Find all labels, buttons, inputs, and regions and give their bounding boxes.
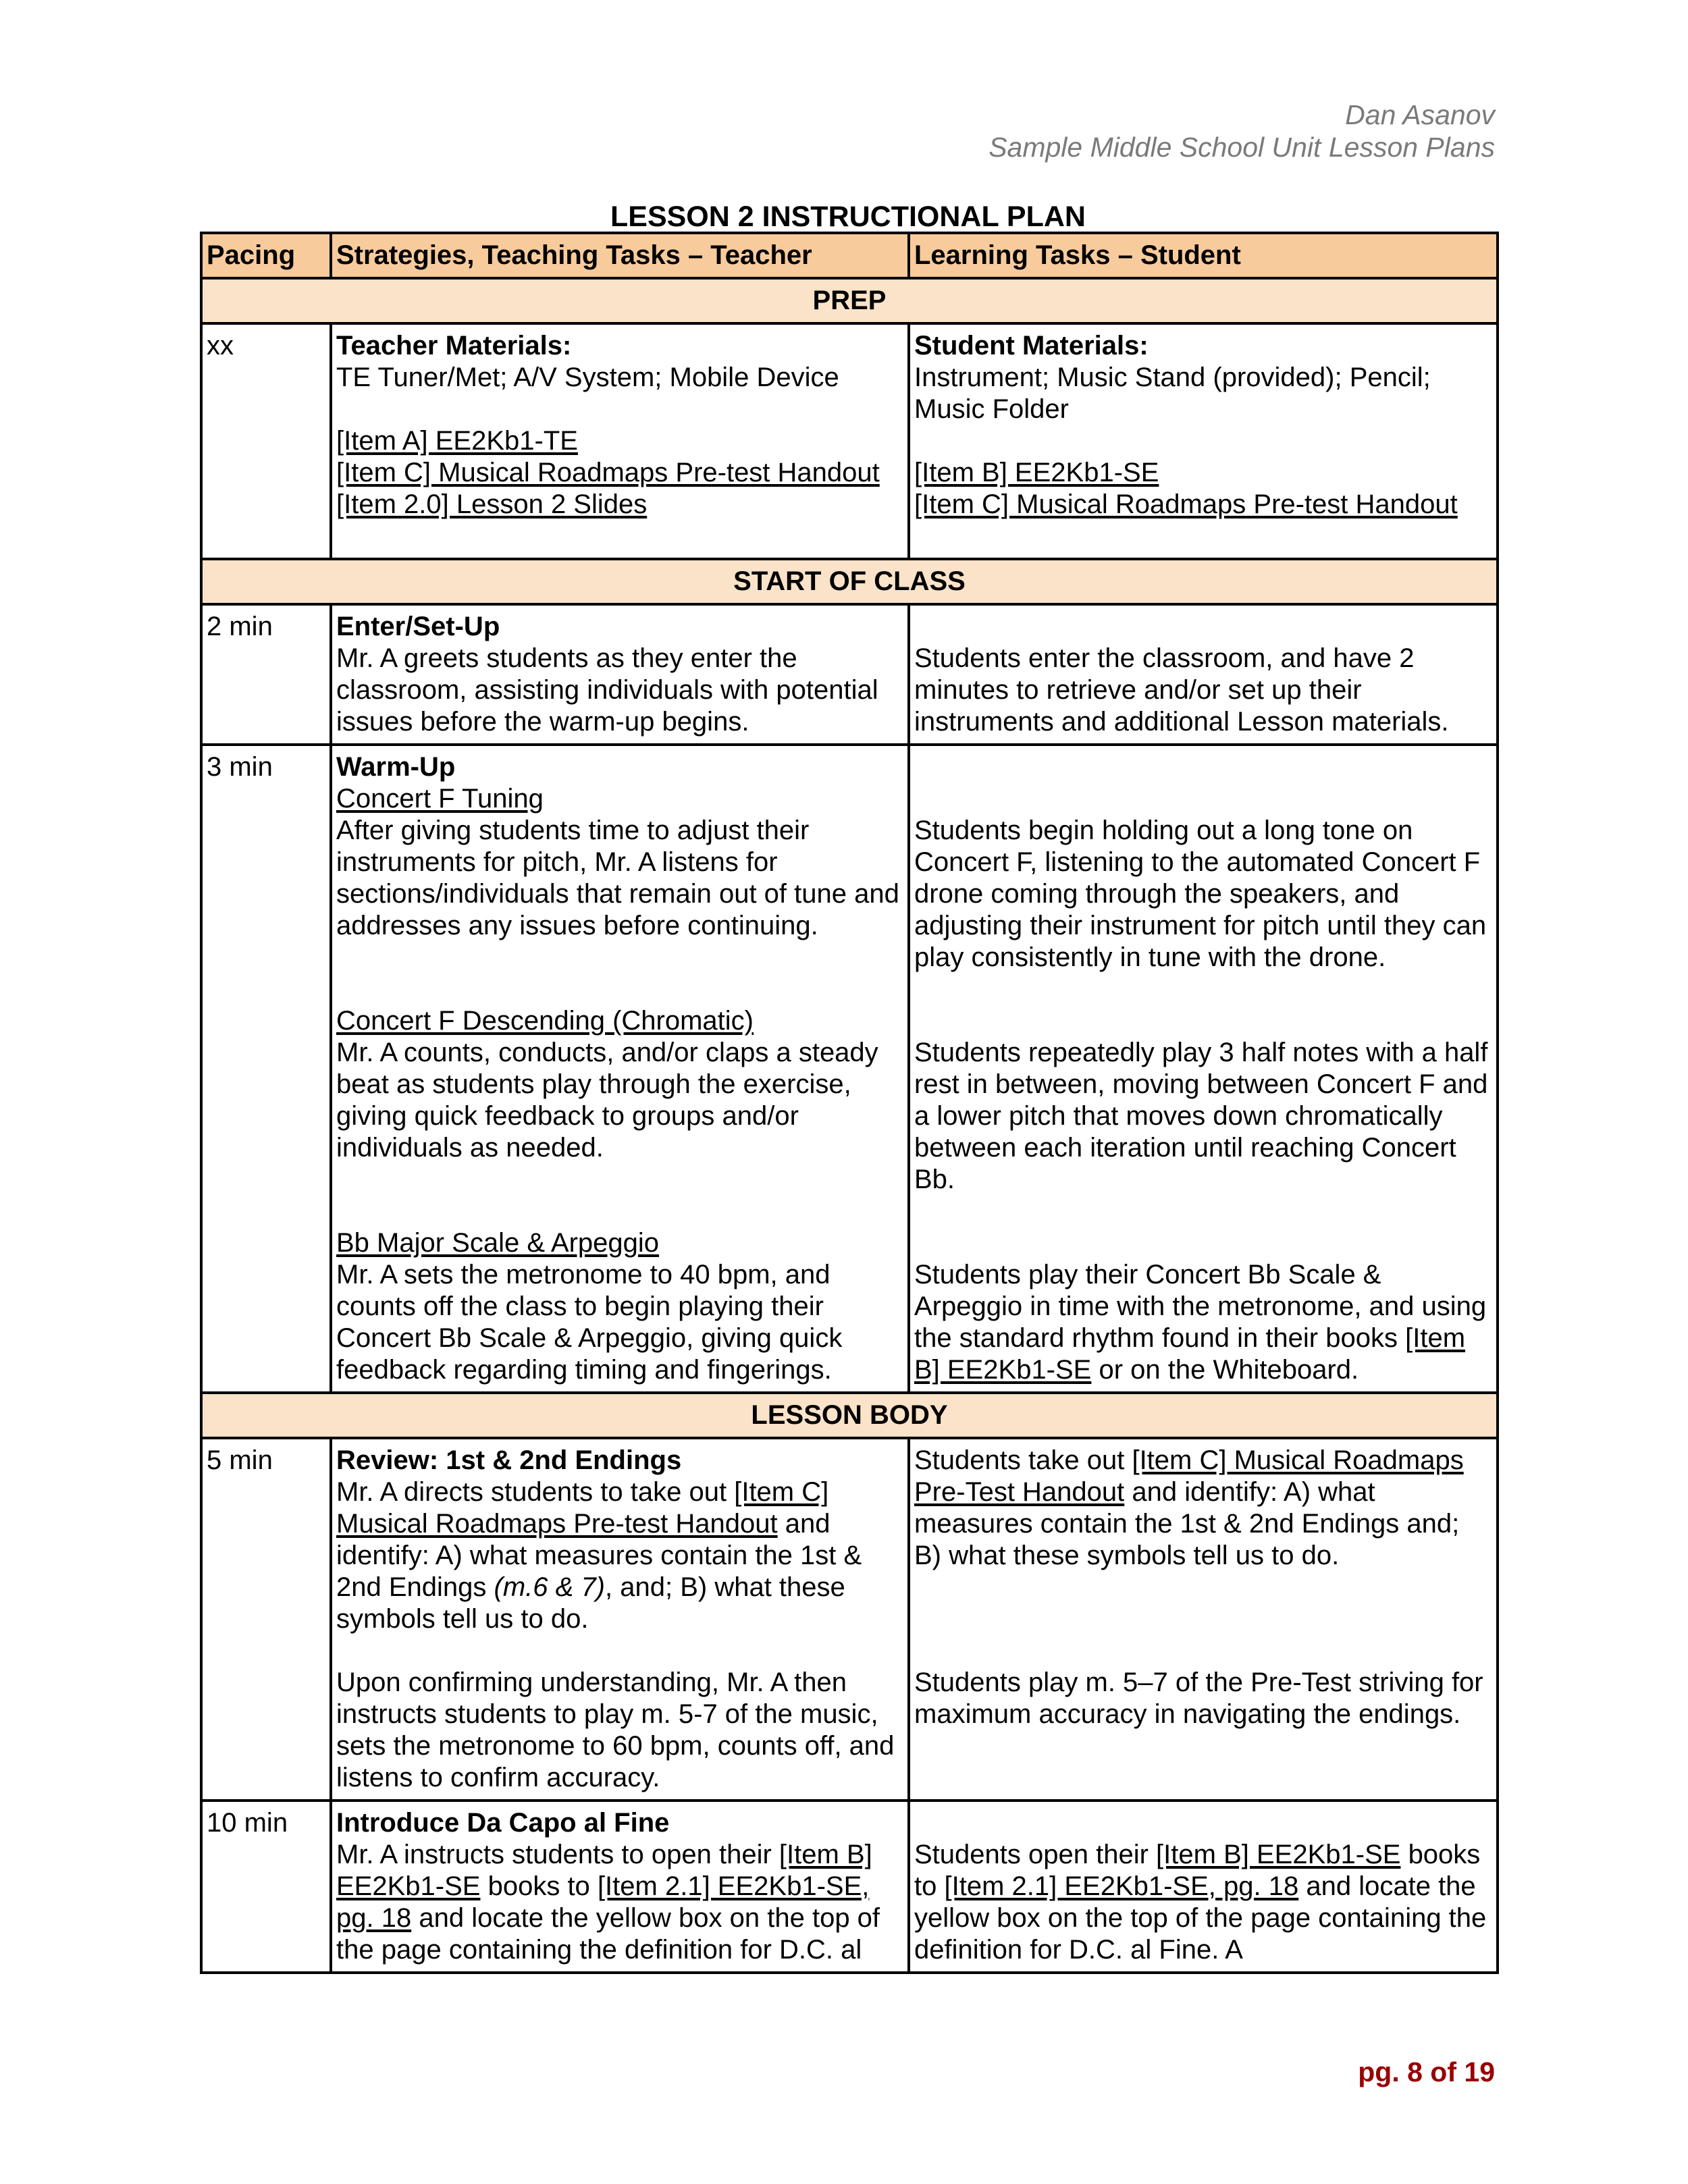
link-item-c[interactable]: [Item C] Musical Roadmaps Pre-test Handout [914,489,1458,519]
student-text: Students take out [Item C] Musical Roadmaps Pre-Test Handout and identify: A) what measures contain the 1st & 2nd Endings and; B) what these symbols tell us to do. [914,1445,1464,1570]
pacing-cell: xx [201,323,331,559]
student-materials-text: Instrument; Music Stand (provided); Pencil; Music Folder [914,363,1431,424]
student-text: Students play their Concert Bb Scale & Arpeggio in time with the metronome, and using the standard rhythm found in their books [Item B] EE2Kb1-SE or on the Whiteboard. [914,1260,1487,1385]
subheading-scale: Bb Major Scale & Arpeggio [336,1228,660,1258]
student-text: Students repeatedly play 3 half notes with a half rest in between, moving between Concert F and a lower pitch that moves down chromatically between each iteration until reaching Concert Bb. [914,1038,1488,1194]
link-item-c[interactable]: [Item C] Musical Roadmaps Pre-test Handout [336,458,880,487]
teacher-text: Mr. A instructs students to open their [Item B] EE2Kb1-SE books to [Item 2.1] EE2Kb1-SE, pg. 18 and locate the yellow box on the top of the page containing the definition for D.C. al [336,1840,880,1965]
pacing-cell: 5 min [201,1438,331,1801]
teacher-cell [331,323,909,559]
student-cell [909,1438,1498,1801]
section-label: PREP [201,278,1498,323]
student-text: Students play m. 5–7 of the Pre-Test striving for maximum accuracy in navigating the endings. [914,1668,1483,1729]
lesson-plan-table [200,232,1499,1974]
link-item-b[interactable]: [Item B] EE2Kb1-SE [1156,1840,1401,1869]
document-title: Sample Middle School Unit Lesson Plans [988,132,1495,163]
activity-heading: Review: 1st & 2nd Endings [336,1445,682,1475]
teacher-materials-text: TE Tuner/Met; A/V System; Mobile Device [336,363,839,392]
activity-heading: Introduce Da Capo al Fine [336,1808,670,1838]
link-item-a[interactable]: [Item A] EE2Kb1-TE [336,426,578,456]
student-text: Students enter the classroom, and have 2 minutes to retrieve and/or set up their instruments and additional Lesson materials. [914,643,1449,737]
teacher-text: Mr. A greets students as they enter the classroom, assisting individuals with potential issues before the warm-up begins. [336,643,878,737]
subheading-tuning: Concert F Tuning [336,784,544,814]
link-item-2-1[interactable]: [Item 2.1] EE2Kb1-SE, pg. 18 [944,1871,1299,1901]
link-item-b[interactable]: [Item B] EE2Kb1-SE [914,458,1159,487]
running-header [988,99,1495,163]
teacher-cell [331,604,909,745]
column-header-student: Learning Tasks – Student [909,233,1498,278]
activity-heading: Warm-Up [336,752,456,782]
teacher-text: Mr. A directs students to take out [Item C] Musical Roadmaps Pre-test Handout and identify: A) what measures contain the 1st & 2nd Endings (m.6 & 7), and; B) what these symbols tell us to do. [336,1477,862,1634]
table-header-row [201,233,1498,278]
section-label: LESSON BODY [201,1393,1498,1438]
student-cell [909,1801,1498,1973]
teacher-text: Mr. A sets the metronome to 40 bpm, and counts off the class to begin playing their Concert Bb Scale & Arpeggio, giving quick feedback regarding timing and fingerings. [336,1260,843,1385]
link-item-b[interactable]: [Item B] EE2Kb1-SE [336,1840,872,1901]
teacher-cell [331,1438,909,1801]
link-item-b[interactable]: [Item B] EE2Kb1-SE [914,1323,1466,1385]
section-prep [201,278,1498,323]
student-cell [909,323,1498,559]
student-text: Students begin holding out a long tone on Concert F, listening to the automated Concert F drone coming through the speakers, and adjusting their instrument for pitch until they can play consistently in tune with the drone. [914,816,1487,972]
teacher-cell [331,1801,909,1973]
plan-title: LESSON 2 INSTRUCTIONAL PLAN [610,201,1086,233]
student-cell [909,604,1498,745]
student-materials-heading: Student Materials: [914,331,1149,361]
teacher-text: Upon confirming understanding, Mr. A then instructs students to play m. 5-7 of the music, sets the metronome to 60 bpm, counts off, and listens to confirm accuracy. [336,1668,895,1792]
subheading-descending: Concert F Descending (Chromatic) [336,1006,754,1036]
section-label: START OF CLASS [201,559,1498,604]
link-item-c[interactable]: [Item C] Musical Roadmaps Pre-Test Handout [914,1445,1464,1507]
student-cell [909,745,1498,1393]
section-start-of-class [201,559,1498,604]
link-item-c[interactable]: [Item C] Musical Roadmaps Pre-test Handout [336,1477,829,1539]
column-header-pacing: Pacing [201,233,331,278]
table-row-prep [201,323,1498,559]
teacher-text: Mr. A counts, conducts, and/or claps a steady beat as students play through the exercise, giving quick feedback to groups and/or individuals as needed. [336,1038,878,1163]
pacing-cell: 2 min [201,604,331,745]
author-name: Dan Asanov [1345,99,1495,130]
teacher-cell [331,745,909,1393]
page-number: pg. 8 of 19 [1358,2056,1495,2087]
teacher-text: After giving students time to adjust their instruments for pitch, Mr. A listens for sections/individuals that remain out of tune and addresses any issues before continuing. [336,816,899,940]
activity-heading: Enter/Set-Up [336,612,500,641]
teacher-materials-heading: Teacher Materials: [336,331,572,361]
table-row-dacapo [201,1801,1498,1973]
section-lesson-body [201,1393,1498,1438]
pacing-cell: 3 min [201,745,331,1393]
link-item-2-0[interactable]: [Item 2.0] Lesson 2 Slides [336,489,648,519]
student-text: Students open their [Item B] EE2Kb1-SE books to [Item 2.1] EE2Kb1-SE, pg. 18 and locate the yellow box on the top of the page containing the definition for D.C. al Fine. A [914,1840,1487,1965]
pacing-cell: 10 min [201,1801,331,1973]
column-header-teacher: Strategies, Teaching Tasks – Teacher [331,233,909,278]
link-item-2-1[interactable]: [Item 2.1] EE2Kb1-SE, pg. 18 [336,1871,870,1933]
table-row-enter [201,604,1498,745]
table-row-warmup [201,745,1498,1393]
table-row-review [201,1438,1498,1801]
